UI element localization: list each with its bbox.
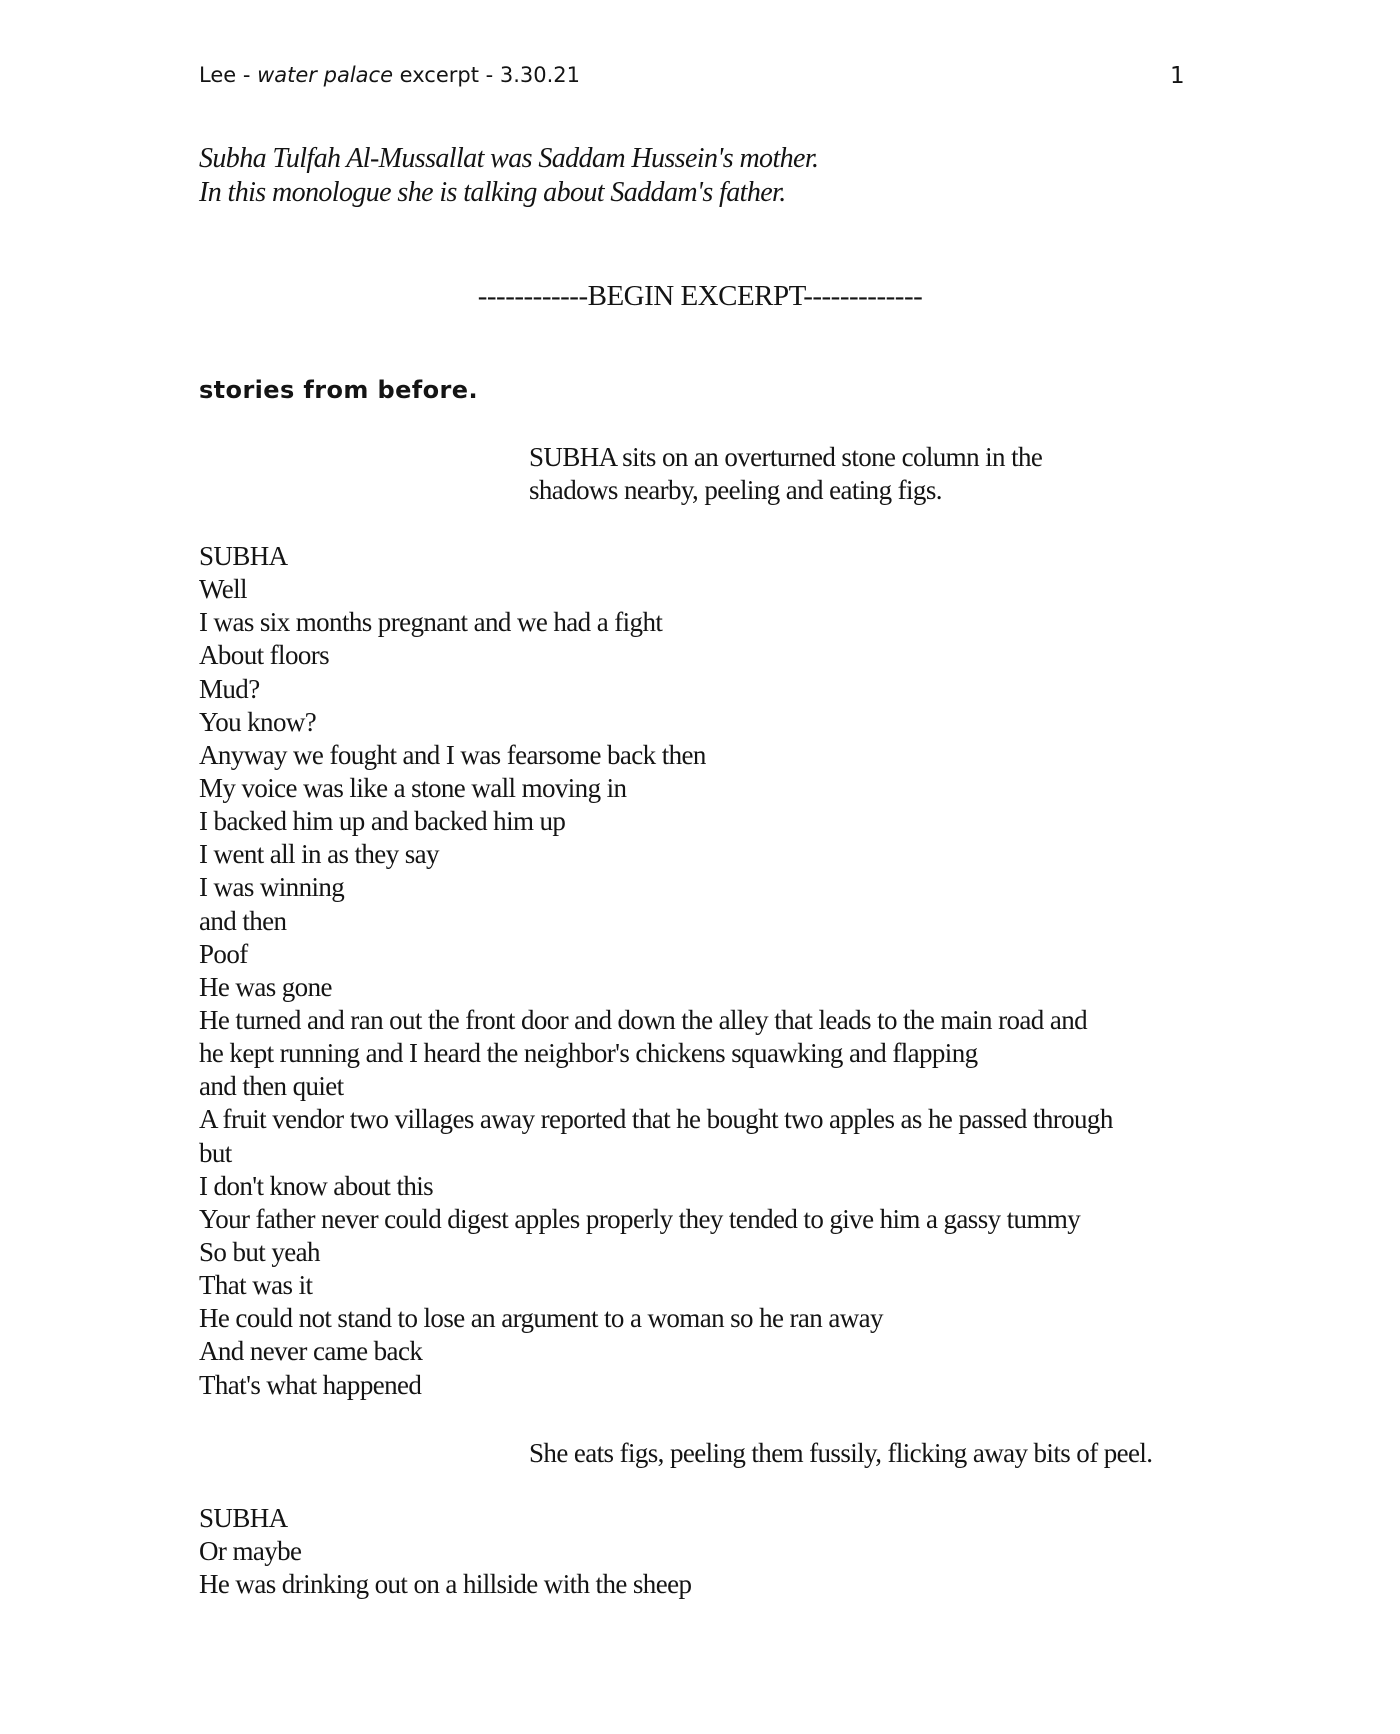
begin-excerpt-divider: ------------BEGIN EXCERPT-------------	[477, 280, 923, 312]
dialogue-line: I was six months pregnant and we had a fight	[199, 607, 663, 638]
stage-direction	[529, 1437, 1152, 1470]
dialogue-line: He was drinking out on a hillside with the sheep	[199, 1569, 692, 1600]
character-name: SUBHA	[199, 541, 288, 571]
dialogue-line: he kept running and I heard the neighbor's chickens squawking and flapping	[199, 1038, 978, 1069]
character-name: SUBHA	[199, 1503, 288, 1533]
dialogue-line: and then quiet	[199, 1071, 344, 1102]
dialogue-line: That's what happened	[199, 1369, 422, 1400]
intro-line: In this monologue she is talking about Saddam's father.	[199, 177, 786, 208]
page-number: 1	[1170, 63, 1185, 89]
page-header	[199, 60, 580, 90]
section-title: stories from before.	[199, 376, 478, 404]
dialogue-line: I was winning	[199, 872, 345, 903]
dialogue-line: About floors	[199, 640, 330, 671]
dialogue-line: He turned and ran out the front door and down the alley that leads to the main road and	[199, 1004, 1088, 1035]
stage-direction-line: SUBHA sits on an overturned stone column in the	[529, 442, 1043, 472]
dialogue-line: I don't know about this	[199, 1170, 434, 1201]
dialogue-line: but	[199, 1137, 232, 1168]
dialogue-line: Anyway we fought and I was fearsome back then	[199, 739, 706, 770]
stage-direction-line: shadows nearby, peeling and eating figs.	[529, 475, 942, 505]
dialogue-line: and then	[199, 905, 287, 936]
header-author: Lee -	[199, 63, 258, 87]
monologue-block	[199, 1502, 691, 1601]
dialogue-line: Poof	[199, 938, 248, 969]
dialogue-line: Your father never could digest apples properly they tended to give him a gassy tummy	[199, 1203, 1081, 1234]
intro-line: Subha Tulfah Al-Mussallat was Saddam Hussein's mother.	[199, 143, 819, 174]
dialogue-line: I backed him up and backed him up	[199, 806, 566, 837]
dialogue-line: That was it	[199, 1270, 313, 1301]
intro-note	[199, 142, 818, 210]
dialogue-line: I went all in as they say	[199, 839, 439, 870]
stage-direction-line: She eats figs, peeling them fussily, flicking away bits of peel.	[529, 1438, 1153, 1468]
dialogue-line: Or maybe	[199, 1536, 302, 1567]
dialogue-line: So but yeah	[199, 1236, 320, 1267]
dialogue-line: Well	[199, 574, 247, 605]
header-title: water palace	[257, 63, 393, 87]
dialogue-line: He was gone	[199, 971, 332, 1002]
header-suffix: excerpt - 3.30.21	[392, 63, 581, 87]
stage-direction	[529, 441, 1042, 507]
dialogue-line: And never came back	[199, 1336, 423, 1367]
dialogue-line: A fruit vendor two villages away reported that he bought two apples as he passed through	[199, 1104, 1113, 1135]
dialogue-line: He could not stand to lose an argument to a woman so he ran away	[199, 1303, 883, 1334]
dialogue-line: Mud?	[199, 673, 260, 704]
dialogue-line: My voice was like a stone wall moving in	[199, 772, 627, 803]
dialogue-line: You know?	[199, 706, 317, 737]
monologue-block	[199, 540, 1113, 1402]
